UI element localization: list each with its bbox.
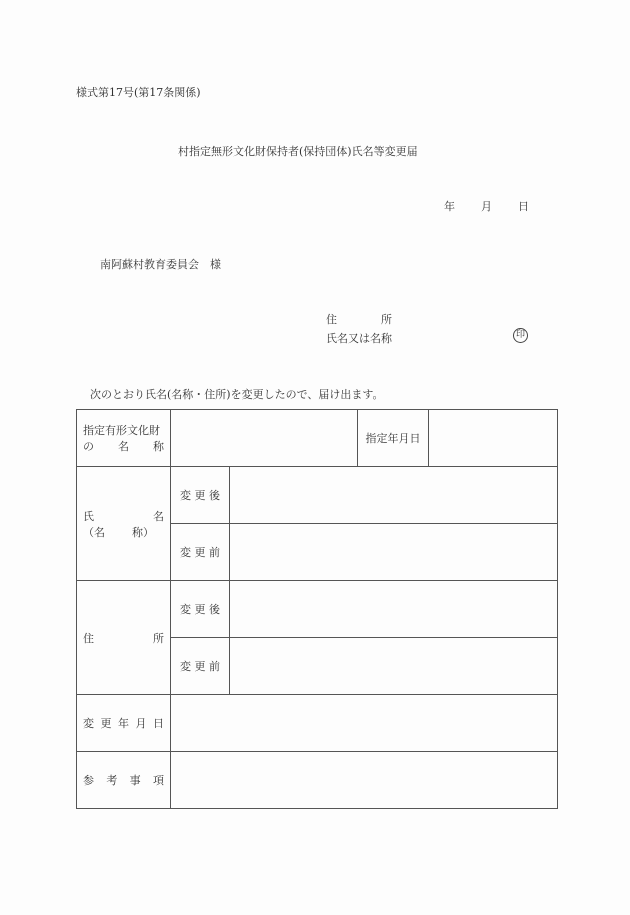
remarks-field[interactable] [171,752,558,809]
seal-icon: 印 [513,328,528,343]
date-year: 年 [444,200,455,213]
label-char: 住 [83,631,94,645]
remarks-label [77,752,171,809]
document-title: 村指定無形文化財保持者(保持団体)氏名等変更届 [178,145,418,158]
label-char: 日 [153,717,164,730]
designation-date-field[interactable] [429,410,558,467]
address-before-label: 変 更 前 [171,638,230,695]
address-label [77,581,171,695]
form-number: 様式第17号(第17条関係) [76,86,201,99]
property-name-field[interactable] [171,410,358,467]
name-before-field[interactable] [230,524,558,581]
label-char: 称） [132,525,154,539]
intro-text: 次のとおり氏名(名称・住所)を変更したので、届け出ます。 [90,388,384,401]
label-char: 月 [135,717,147,730]
applicant-address-label: 住 所 [326,313,392,326]
address-before-field[interactable] [230,638,558,695]
property-name-label [77,410,171,467]
change-form-table [76,409,558,809]
name-after-label: 変 更 後 [171,467,230,524]
label-char: 名 [118,440,129,453]
label-char: の [83,440,94,453]
applicant-name-label: 氏名又は名称 [326,332,392,345]
label-char: 項 [152,774,164,787]
label-char: 事 [129,774,141,787]
property-name-label-line2 [83,438,164,454]
change-date-label [77,695,171,752]
label-char: 所 [153,631,164,645]
label-char: 参 [83,774,94,787]
label-char: 考 [106,774,118,787]
label-char: 名 [153,509,164,523]
date-day: 日 [518,200,529,213]
change-date-field[interactable] [171,695,558,752]
name-label [77,467,171,581]
label-char: 年 [118,717,129,730]
date-line [444,198,529,214]
date-month: 月 [481,200,492,213]
address-after-label: 変 更 後 [171,581,230,638]
label-char: 更 [100,717,112,730]
name-after-field[interactable] [230,467,558,524]
label-char: 変 [83,717,94,730]
label-char: 称 [153,440,164,453]
label-char: （名 [83,525,105,539]
designation-date-label: 指定年月日 [358,410,429,467]
addressee: 南阿蘇村教育委員会 様 [100,258,221,271]
address-after-field[interactable] [230,581,558,638]
property-name-label-line1: 指定有形文化財 [83,424,160,437]
name-before-label: 変 更 前 [171,524,230,581]
label-char: 氏 [83,509,94,523]
